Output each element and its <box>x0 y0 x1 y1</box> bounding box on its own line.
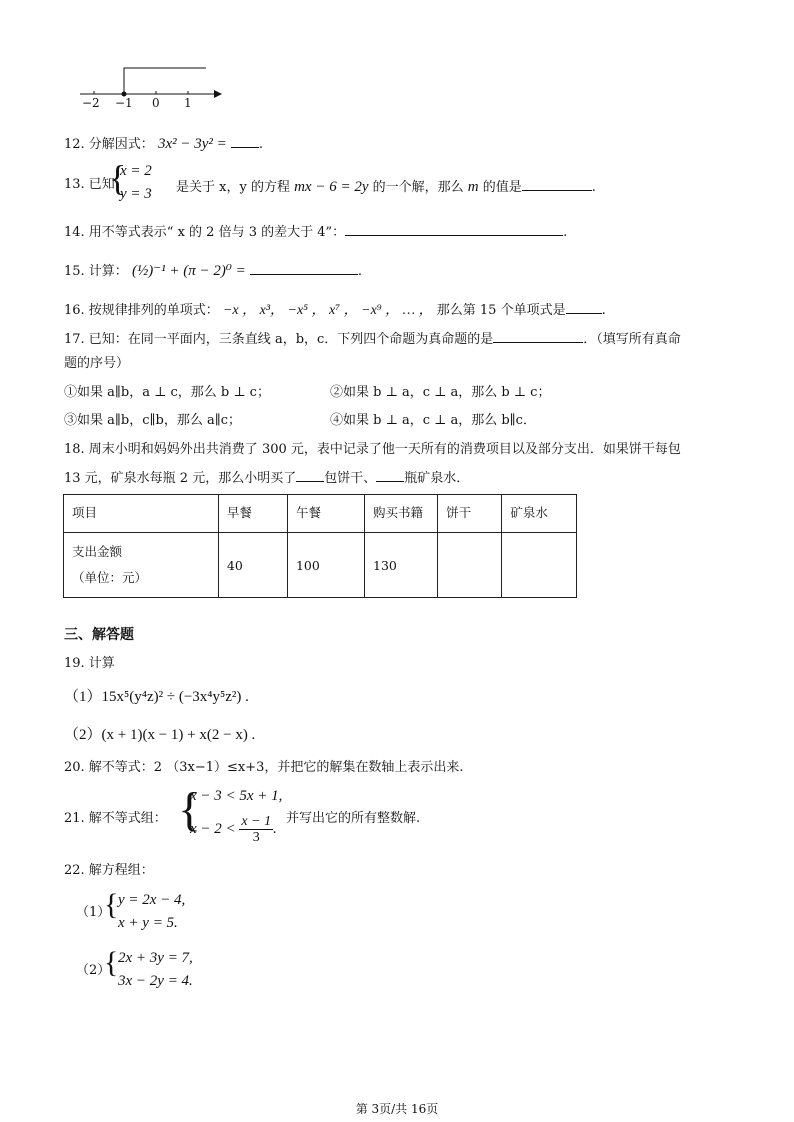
q13-answer-blank[interactable] <box>522 176 592 191</box>
page-number: 第 3页/共 16页 <box>355 1102 439 1116</box>
q17-answer-blank[interactable] <box>493 328 583 343</box>
question-20: 20. 解不等式：2 （3x−1）≤x+3，并把它的解集在数轴上表示出来. <box>64 760 464 775</box>
question-17-line1: 17. 已知：在同一平面内，三条直线 a，b，c．下列四个命题为真命题的是 ．（填写所有真命 <box>64 328 681 349</box>
section-heading: 三、解答题 <box>64 627 134 643</box>
q22-part2-eq1: 2x + 3y = 7, <box>118 950 193 966</box>
number-line-tick-0: 0 <box>152 96 160 110</box>
q22-part2-label: （2） <box>76 963 111 978</box>
q22-part1-label: （1） <box>76 905 111 920</box>
q17-proposition-2: ②如果 b ⊥ a，c ⊥ a，那么 b ⊥ c； <box>330 385 551 400</box>
q13-eq2: y = 3 <box>120 186 152 202</box>
q18-biscuit-blank[interactable] <box>296 467 324 482</box>
q13-brace: { <box>109 158 127 198</box>
table-header: 早餐 <box>218 495 287 533</box>
table-header: 项目 <box>64 495 219 533</box>
expense-table <box>63 494 577 598</box>
q21-instruction: 并写出它的所有整数解. <box>286 811 421 826</box>
q13-eq1: x = 2 <box>120 163 152 179</box>
q21-eq1: x − 3 < 5x + 1, <box>190 788 283 804</box>
q13-label: 13. 已知 <box>64 177 115 192</box>
q13-body: 是关于 x，y 的方程 mx − 6 = 2y 的一个解，那么 m 的值是 . <box>176 176 596 197</box>
q18-water-blank[interactable] <box>376 467 404 482</box>
number-line-tick-1: 1 <box>184 96 192 110</box>
question-17-line2: 题的序号） <box>64 356 130 371</box>
q21-brace: { <box>178 783 202 836</box>
table-row-label: 支出金额 （单位：元） <box>64 533 219 598</box>
table-cell <box>502 533 577 598</box>
question-21-label: 21. 解不等式组： <box>64 811 167 826</box>
q15-answer-blank[interactable] <box>250 260 358 275</box>
question-14: 14. 用不等式表示“ x 的 2 倍与 3 的差大于 4”： . <box>64 221 567 242</box>
number-line-tick-neg2: −2 <box>82 96 100 110</box>
q12-label: 12. 分解因式： <box>64 137 154 152</box>
q17-proposition-1: ①如果 a∥b，a ⊥ c，那么 b ⊥ c； <box>64 385 270 400</box>
question-19: 19. 计算 <box>64 656 115 671</box>
table-header: 购买书籍 <box>365 495 438 533</box>
number-line-tick-neg1: −1 <box>115 96 133 110</box>
question-12: 12. 分解因式： 3x² − 3y² = . <box>64 133 263 154</box>
table-row <box>64 533 577 598</box>
table-cell <box>438 533 502 598</box>
question-22: 22. 解方程组： <box>64 863 154 878</box>
table-cell: 40 <box>218 533 287 598</box>
q21-fraction: $\frac{x - 1}{3}$ <box>241 814 272 845</box>
q12-answer-blank[interactable] <box>231 133 259 148</box>
table-cell: 130 <box>365 533 438 598</box>
q21-eq2: x − 2 < $\frac{x - 1}{3}$ . <box>190 814 277 845</box>
q17-proposition-3: ③如果 a∥b，c∥b，那么 a∥c； <box>64 413 241 428</box>
q22-part1-eq1: y = 2x − 4, <box>118 892 186 908</box>
q22-part2-eq2: 3x − 2y = 4. <box>118 973 193 989</box>
question-15: 15. 计算： (½)⁻¹ + (π − 2)⁰ = . <box>64 260 362 281</box>
table-header: 午餐 <box>287 495 364 533</box>
q14-answer-blank[interactable] <box>345 221 563 236</box>
table-header-row <box>64 495 577 533</box>
q22-part2-brace: { <box>104 946 119 979</box>
question-18-line1: 18. 周末小明和妈妈外出共消费了 300 元，表中记录了他一天所有的消费项目以及部分支出．如果饼干每包 <box>64 442 681 457</box>
q22-part1-eq2: x + y = 5. <box>118 915 178 931</box>
q16-answer-blank[interactable] <box>566 299 602 314</box>
table-cell: 100 <box>287 533 364 598</box>
table-header: 矿泉水 <box>502 495 577 533</box>
question-18-line2: 13 元，矿泉水每瓶 2 元，那么小明买了 包饼干、 瓶矿泉水． <box>64 467 469 488</box>
q22-part1-brace: { <box>104 888 119 921</box>
question-16: 16. 按规律排列的单项式： −x ， x³， −x⁵ ， x⁷ ， −x⁹ ， … ， 那么第 15 个单项式是 . <box>64 299 606 320</box>
q17-proposition-4: ④如果 b ⊥ a，c ⊥ a，那么 b∥c． <box>330 413 536 428</box>
q19-part2: （2）(x + 1)(x − 1) + x(2 − x) . <box>64 727 256 743</box>
q19-part1: （1）15x⁵(y⁴z)² ÷ (−3x⁴y⁵z²) . <box>64 689 249 705</box>
table-header: 饼干 <box>438 495 502 533</box>
q12-expression: 3x² − 3y² = <box>157 136 227 152</box>
